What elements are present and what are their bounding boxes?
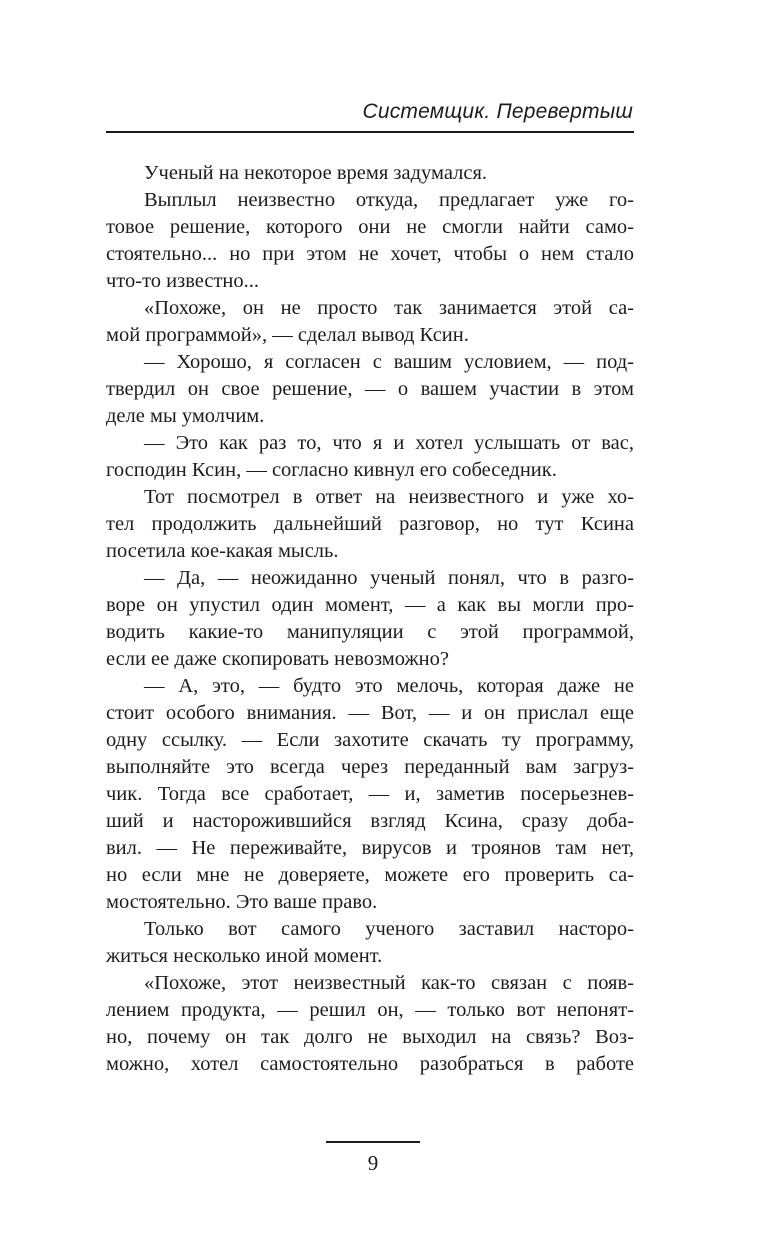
- text-line: господин Ксин, — согласно кивнул его собеседник.: [106, 459, 557, 481]
- text-line: «Похоже, он не просто так занимается этой са-: [144, 297, 634, 319]
- text-line: стоятельно... но при этом не хочет, чтобы о нем стало: [106, 243, 634, 265]
- text-line: — Хорошо, я согласен с вашим условием, — под-: [144, 351, 634, 373]
- text-line: твердил он свое решение, — о вашем участии в этом: [106, 378, 634, 400]
- paragraph: [106, 673, 634, 916]
- text-line: посетила кое-какая мысль.: [106, 540, 339, 562]
- text-line: — Это как раз то, что я и хотел услышать от вас,: [144, 432, 634, 454]
- text-line: можно, хотел самостоятельно разобраться в работе: [106, 1053, 634, 1075]
- text-line: ший и насторожившийся взгляд Ксина, сразу доба-: [106, 810, 634, 832]
- text-line: «Похоже, этот неизвестный как-то связан с появ-: [144, 972, 634, 994]
- text-line: Ученый на некоторое время задумался.: [144, 162, 487, 184]
- paragraph: [106, 349, 634, 430]
- running-head: Системщик. Перевертыш: [362, 100, 633, 123]
- text-line: мой программой», — сделал вывод Ксин.: [106, 324, 469, 346]
- text-line: товое решение, которого они не смогли найти само-: [106, 216, 634, 238]
- text-line: стоит особого внимания. — Вот, — и он прислал еще: [106, 702, 634, 724]
- text-line: чик. Тогда все сработает, — и, заметив посерьезнев-: [106, 783, 634, 805]
- text-line: вил. — Не переживайте, вирусов и троянов там нет,: [106, 837, 634, 859]
- body-text: [106, 160, 634, 1078]
- text-line: лением продукта, — решил он, — только вот непонят-: [106, 999, 634, 1021]
- paragraph: [106, 970, 634, 1078]
- paragraph: [106, 565, 634, 673]
- paragraph: [106, 160, 634, 187]
- header-rule: [106, 131, 634, 133]
- text-line: тел продолжить дальнейший разговор, но тут Ксина: [106, 513, 634, 535]
- text-line: но если мне не доверяете, можете его проверить са-: [106, 864, 634, 886]
- text-line: водить какие-то манипуляции с этой программой,: [106, 621, 634, 643]
- paragraph: [106, 187, 634, 295]
- text-line: Выплыл неизвестно откуда, предлагает уже го-: [144, 189, 634, 211]
- paragraph: [106, 295, 634, 349]
- paragraph: [106, 430, 634, 484]
- text-line: деле мы умолчим.: [106, 405, 265, 427]
- paragraph: [106, 916, 634, 970]
- text-line: Только вот самого ученого заставил насторо-: [144, 918, 634, 940]
- text-line: — Да, — неожиданно ученый понял, что в разго-: [144, 567, 634, 589]
- text-line: — А, это, — будто это мелочь, которая даже не: [144, 675, 634, 697]
- text-line: выполняйте это всегда через переданный вам загруз-: [106, 756, 634, 778]
- text-line: одну ссылку. — Если захотите скачать ту программу,: [106, 729, 634, 751]
- text-line: житься несколько иной момент.: [106, 945, 383, 967]
- text-line: мостоятельно. Это ваше право.: [106, 891, 378, 913]
- paragraph: [106, 484, 634, 565]
- text-line: Тот посмотрел в ответ на неизвестного и уже хо-: [144, 486, 634, 508]
- page-number: 9: [367, 1151, 379, 1175]
- text-line: воре он упустил один момент, — а как вы могли про-: [106, 594, 634, 616]
- text-line: но, почему он так долго не выходил на связь? Воз-: [106, 1026, 634, 1048]
- footer-rule: [326, 1141, 420, 1143]
- text-line: что-то известно...: [106, 270, 260, 292]
- text-line: если ее даже скопировать невозможно?: [106, 648, 449, 670]
